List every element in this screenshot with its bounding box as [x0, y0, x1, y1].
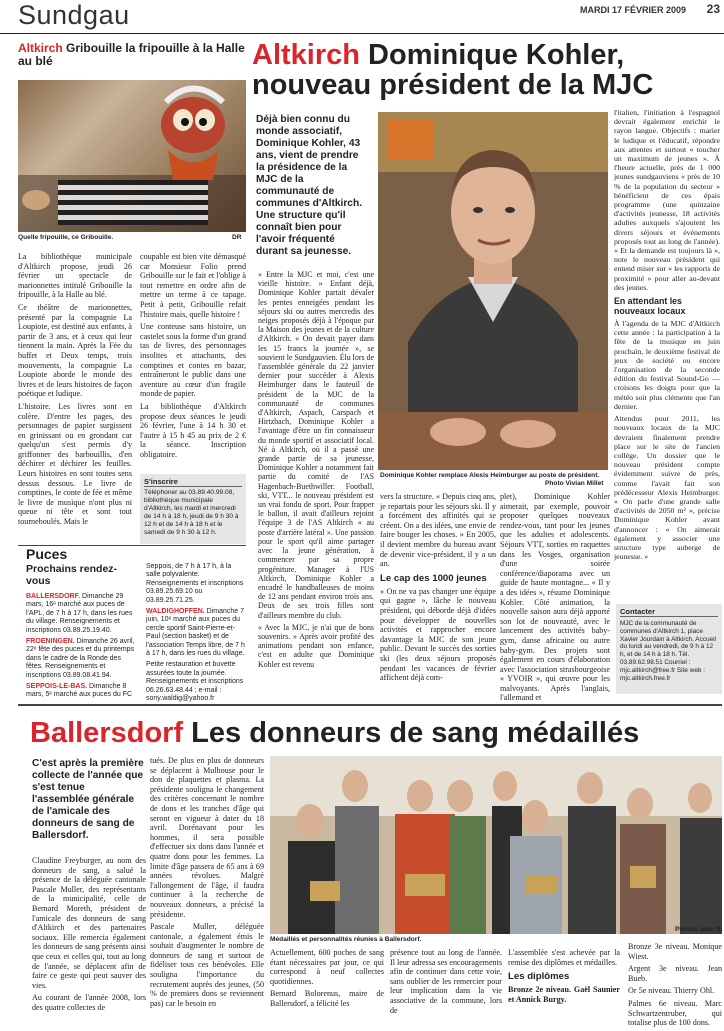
article-lead: Déjà bien connu du monde associatif, Dominique Kohler, 43 ans, vient de prendre la présidence de la MJC de la communauté de communes d'Altkirch. Une structure qu'il connaît bien pour l'avoir fréquenté durant sa jeunesse. [256, 114, 363, 257]
paragraph: Argent 3e niveau. Jean Bueb. [628, 964, 722, 983]
article-column-3 [500, 492, 610, 706]
article-headline [18, 42, 246, 68]
subheading: Les diplômes [508, 971, 570, 983]
headline-town: Ballersdorf [30, 717, 184, 749]
article-column-2 [150, 756, 264, 1011]
paragraph: coupable est bien vite démasqué car Monsieur Folio prend Gribouille sur le fait et l'oblige à tout remettre en ordre afin de mettre un terme à ce tapage. Petit à petit, Gribouille refait l'histoire mais, quelle histoire ! [140, 252, 246, 319]
paragraph: À l'agenda de la MJC d'Altkirch cette année : la participation à la fête de la musique en juin prochain, le deuxième festival de jeux de société ou encore l'organisation de la seconde édition du festival Sound-Go — croisons les doigts pour que la météo soit plus clémente que l'an dernier. [614, 319, 720, 411]
paragraph: l'italien, l'initiation à l'espagnol devrait également enrichir le rayon langue. Objectifs : marier le ludique et l'éducatif, répondre aux attentes et surtout « toucher un maximum de jeunes ». À l'heure actuelle, près de 1 000 jeunes sundgauviens « près de 10 % de la population du secteur » bénéficient de ces épais programme (une quinzaine d'activités jeunesse, 18 activités adultes auxquels s'ajoutent les divers séjours et événements proposés tout au long de l'année). « Et la demande est toujours là », note le nouveau président qui entend miser sur « les rapports de proximité » pour aller au-devant des jeunes. [614, 108, 720, 292]
photo-credit: Photos Jean B. [675, 926, 723, 933]
portrait-illustration [378, 112, 608, 470]
divider [18, 704, 722, 706]
paragraph: Or 5e niveau. Thierry Ohl. [628, 986, 715, 996]
page-header [0, 0, 724, 34]
headline-text: Les donneurs de sang médaillés [191, 717, 640, 749]
info-box-title: S'inscrire [144, 477, 242, 487]
photo-credit: Photo Vivian Millet [545, 480, 604, 487]
issue-date: MARDI 17 FÉVRIER 2009 [579, 5, 686, 15]
paragraph: Au courant de l'année 2008, lors des quatre collectes de [32, 993, 146, 1012]
article-column-2 [140, 252, 246, 462]
puces-title: Puces [26, 546, 68, 562]
article-column-4 [614, 108, 720, 564]
paragraph: Bronze 3e niveau. Monique Wiest. [628, 942, 722, 961]
puppet-illustration [18, 80, 246, 232]
paragraph: Palmes 6e niveau. Marc Schwartzentruber, qui totalise plus de 100 dons. [628, 998, 722, 1028]
article-column-3 [270, 948, 384, 1012]
headline-text: Gribouille la fripouille à la Halle au blé [18, 41, 245, 68]
puces-entry: Seppois, de 7 h à 17 h, à la salle polyvalente. Renseignements et inscriptions 03.89.25.69.10 ou 03.89.25.71.25. [146, 563, 244, 604]
group-illustration [270, 756, 722, 934]
puces-section [18, 563, 246, 701]
article-gribouille [18, 42, 246, 68]
photo-credit: DR [232, 234, 242, 241]
article-column-1 [32, 856, 146, 1016]
paragraph: « On ne va pas changer une équipe qui gagne », lâche le nouveau président, qui déborde déjà d'idées pour développer de nouvelles activités et rapprocher encore davantage la MJC de son jeune public. Devant le succès des sorties ski (les deux séjours proposés pendant les vacances de février affichent déjà com- [380, 586, 496, 683]
paragraph: La bibliothèque d'Altkirch propose deux séances le jeudi 26 février, l'une à 14 h 30 et l'autre à 15 h 45 au prix de 2 € la séance. Inscription obligatoire. [140, 401, 246, 459]
paragraph: Ce théâtre de marionnettes, présenté par la compagnie La Loupiote, est destiné aux enfants, à partir de 3 ans, et à ceux qui leur tiennent la main. Après la Fée du buffet et Deux temps, trois mouvements, la compagnie La Loupiote aborde le monde des livres et de leurs histoires de façon poétique et ludique. [18, 302, 132, 399]
puces-entry: Petite restauration et buvette assurées toute la journée. Renseignements et inscriptions 06.26.63.48.44 ; e-mail : sony.waldig@yahoo.fr [146, 661, 244, 703]
info-box [140, 474, 246, 544]
photo-caption: Dominique Kohler remplace Alexis Heimburger au poste de président. [380, 472, 600, 479]
puces-column-2 [146, 563, 246, 707]
group-photo [270, 756, 722, 934]
article-column-5 [508, 948, 620, 1007]
paragraph: plet), Dominique Kohler aimerait, par exemple, pouvoir proposer quelques nouveaux rendez-vous, tant pour les jeunes que les adultes et adolescents. Séjours VTT, sorties en raquettes dans les Vosges, organisation d'une soirée conférence/diaporama avec un guide de haute montagne... « Il y a des idées », résume Dominique Kohler. Côté animation, la nouvelle saison aura déjà apporté son lot de nouveauté, avec le lancement des activités baby-gym, danse africaine ou autre baby-gym. Des projets sont également en cours d'élaboration avec l'association strasbourgeoise « YVOIR », qui œuvre pour les malvoyants. Après l'anglais, l'allemand et [500, 492, 610, 703]
puces-entry: BALLERSDORF. Dimanche 29 mars, 16ᵉ marché aux puces de l'APL, de 7 h à 17 h, dans les rues du village. Renseignements et inscriptions 03.89.25.19.40. [26, 593, 133, 634]
paragraph: présence tout au long de l'année. Il leur adressa ses encouragements afin de continuer dans cette voie, sans oublier de les remercier pour leur implication dans la vie associative de la commune, lors de [390, 948, 502, 1015]
puces-subtitle: Prochains rendez-vous [26, 563, 118, 587]
paragraph: Bronze 2e niveau. Gaël Saunier et Annick Burgy. [508, 985, 620, 1004]
article-column-2 [380, 492, 496, 686]
article-column-6 [628, 942, 722, 1031]
article-ballersdorf [30, 718, 720, 748]
article-headline [252, 40, 722, 100]
puces-entry: SEPPOIS-LE-BAS. Dimanche 8 mars, 5ᵉ marché aux puces du FC [26, 683, 133, 699]
paragraph: Actuellement, 600 poches de sang étant nécessaires par jour, ce qui correspond à neuf collectes quotidiennes. [270, 948, 384, 986]
paragraph: L'assemblée s'est achevée par la remise des diplômes et médailles. [508, 948, 620, 967]
headline-town: Altkirch [18, 41, 63, 55]
contact-box-text: MJC de la communauté de communes d'Altkirch 1, place Xavier Jourdain à Altkirch. Accueil du lundi au vendredi, de 9 h à 12 h, et de 14 h à 18 h. Tél. 03.89.62.98.51 Courriel : mjc.altkirch@free.fr Site web : mjc.altkirch.free.fr [620, 620, 716, 682]
photo-caption: Médaillés et personnalités réunies à Ballersdorf. [270, 936, 422, 943]
article-headline [30, 718, 720, 748]
headline-town: Altkirch [252, 39, 360, 71]
subheading: En attendant les nouveaux locaux [614, 296, 686, 317]
paragraph: « Entre la MJC et moi, c'est une vieille histoire. » Enfant déjà, Dominique Kohler partait dévaler les pentes enneigées pendant les séjours ski ou autres mercredis des neiges proposés déjà à l'époque par la Maison des jeunes et de la culture d'Altkirch. « On devait payer dans les 15 francs la journée », se souvient le Sundgauvien. Élu lors de l'assemblée générale du 22 janvier dernier pour succéder à Alexis Heimburger dans le fauteuil de président de la MJC de la communauté de communes d'Altkirch, Aspach, Carspach et Hirtzbach, Dominique Kohler a l'avantage d'être un fin connaisseur du monde sportif et associatif local. Né à Altkirch, où il a passé une grande partie de sa jeunesse, Dominique Kohler a notamment fait partie du comité de l'AS Hagenbach-Buethwiller. Football, ski, VTT... le nouveau président est un vrai fondu de sport. Pour frapper le ballon, il avait d'ailleurs rejoint l'équipe 3 de l'AS Altkirch « au poste d'arrière latéral ». Une passion pour le sport qu'il aime partager avec la jeune génération, à commencer par sa propre progéniture. Manager à l'US Altkirch, Dominique Kohler a encadré le handballeuses de moins de 12 ans pendant environ trois ans. Deux de ses trois filles sont d'ailleurs membre du club. [258, 270, 374, 620]
photo-caption: Quelle fripouille, ce Gribouille. [18, 234, 114, 241]
paragraph: Une conteuse sans histoire, un castelet sous la forme d'un grand tas de livres, des personnages insolites et attachants, des comptines et contes en bazar, entraîneront le public dans une aventure au cœur d'un fragile monde de papier. [140, 322, 246, 399]
article-lead: C'est après la première collecte de l'année que s'est tenue l'assemblée générale de l'amicale des donneurs de sang de Ballersdorf. [32, 758, 144, 841]
paragraph: Bernard Bolorenus, maire de Ballersdorf, a félicité les [270, 989, 384, 1008]
page-number: 23 [706, 2, 720, 16]
contact-box-title: Contacter [620, 607, 718, 617]
paragraph: « Avec la MJC, je n'ai que de bons souvenirs. » Après avoir profité des animations pendant son enfance, c'est en adulte que Dominique Kohler est revenu [258, 622, 374, 669]
article-mjc [252, 40, 722, 100]
article-column-1 [18, 252, 132, 530]
paragraph: tués. De plus en plus de donneurs se déplacent à Mulhouse pour le don de plaquettes et plasma. La présidente souligna le changement des critères concernant le nombre de dons et les tranches d'âge qui seront en vigueur à dater du 18 avril. Dorénavant pour les hommes, il sera possible d'effectuer six dons dans l'année et quatre dons pour les femmes. La limite d'âge passera de 65 ans à 69 années révolues. Malgré l'allongement de l'âge, il faudra continuer à la recherche de nouveaux donneurs, a précisé la présidente. [150, 756, 264, 919]
paragraph: Claudine Freyburger, au nom des donneurs de sang, a salué la présence de la déléguée cantonale Pascale Muller, des représentants de la municipalité, celle de Bernard Moreth, président de l'amicale des donneurs de sang d'Altkirch et des partenaires sociaux. Elle remercia également les donneurs de sang présents ainsi que ceux et celles qui, tout au long de l'année, se déplacent afin de faire ce geste qui peut sauver des vies. [32, 856, 146, 990]
portrait-photo [378, 112, 608, 470]
article-column-4 [390, 948, 502, 1018]
puces-column-1 [26, 593, 138, 703]
puces-entry: WALDIGHOFFEN. Dimanche 7 juin, 10ᵉ marché aux puces du cercle sportif Saint-Pierre-et-Paul (section basket) et de l'association Temps libre, de 7 h à 17 h, dans les rues du village. [146, 608, 245, 658]
paragraph: vers la structure. « Depuis cinq ans, je repartais pour les séjours ski. Il y a forcément des affinités qui se créent. On a des idées, une envie de faire bouger les choses. » En 2005, il devient membre du bureau avant de devenir vice-président, il y a un an. [380, 492, 496, 569]
subheading: Le cap des 1000 jeunes [380, 572, 487, 584]
info-box-text: Téléphoner au 03.89.40.99.08, bibliothèque municipale d'Altkirch, les mardi et mercredi de 14 h à 18 h, jeudi de 9 h 30 à 12 h et de 14 h à 18 h et le samedi de 9 h 30 à 12 h. [144, 489, 239, 536]
puppet-photo [18, 80, 246, 232]
paragraph: L'histoire. Les livres sont en colère. D'entre les pages, des personnages de papier surgissent en grinissant ou en grondant car quelqu'un s'est permis d'y griffonner des barbouillis, d'en déchirer et déchirer les feuilles. Leurs histoires en sont toutes sens dessus dessous. Le livre de comptines, le conte de fée et même le livre de musique n'ont plus ni queue ni tête et sont tout tourneboulés. Mais le [18, 401, 132, 527]
paragraph: Pascale Muller, déléguée cantonale, a également émis le souhait d'augmenter le nombre de donneurs de sang et surtout de fidéliser tous ces bénévoles. Elle souligna l'importance du recrutement auprès des jeunes, (50 % de premiers dons se reviennent pas) car le besoin en [150, 922, 264, 1008]
puces-entry: FROENINGEN. Dimanche 26 avril, 22ᵉ fête des puces et du printemps dans le cadre de la Ronde des fêtes. Renseignements et inscriptions 03.89.08.41.94. [26, 638, 135, 679]
section-title: Sundgau [18, 0, 130, 30]
article-column-1 [258, 270, 374, 672]
contact-box [616, 604, 722, 694]
paragraph: La bibliothèque municipale d'Altkirch propose, jeudi 26 février un spectacle de marionnettes intitulé Gribouille la fripouille, à la Halle au blé. [18, 252, 132, 300]
paragraph: Attendus pour 2011, les nouveaux locaux de la MJC devraient finalement prendre place sur le site de l'ancien collège. Un dossier que le nouveau président compte évidemment suivre de près, comme l'avait fait son prédécesseur Alexis Heimburger. « On parle d'une grande salle d'activités de 2050 m² », précise Dominique Kohler avant d'annoncer : « On aimerait également y associer une structure type auberge de jeunesse. » [614, 414, 720, 562]
headline-text: Dominique Kohler, nouveau président de la MJC [252, 39, 654, 101]
